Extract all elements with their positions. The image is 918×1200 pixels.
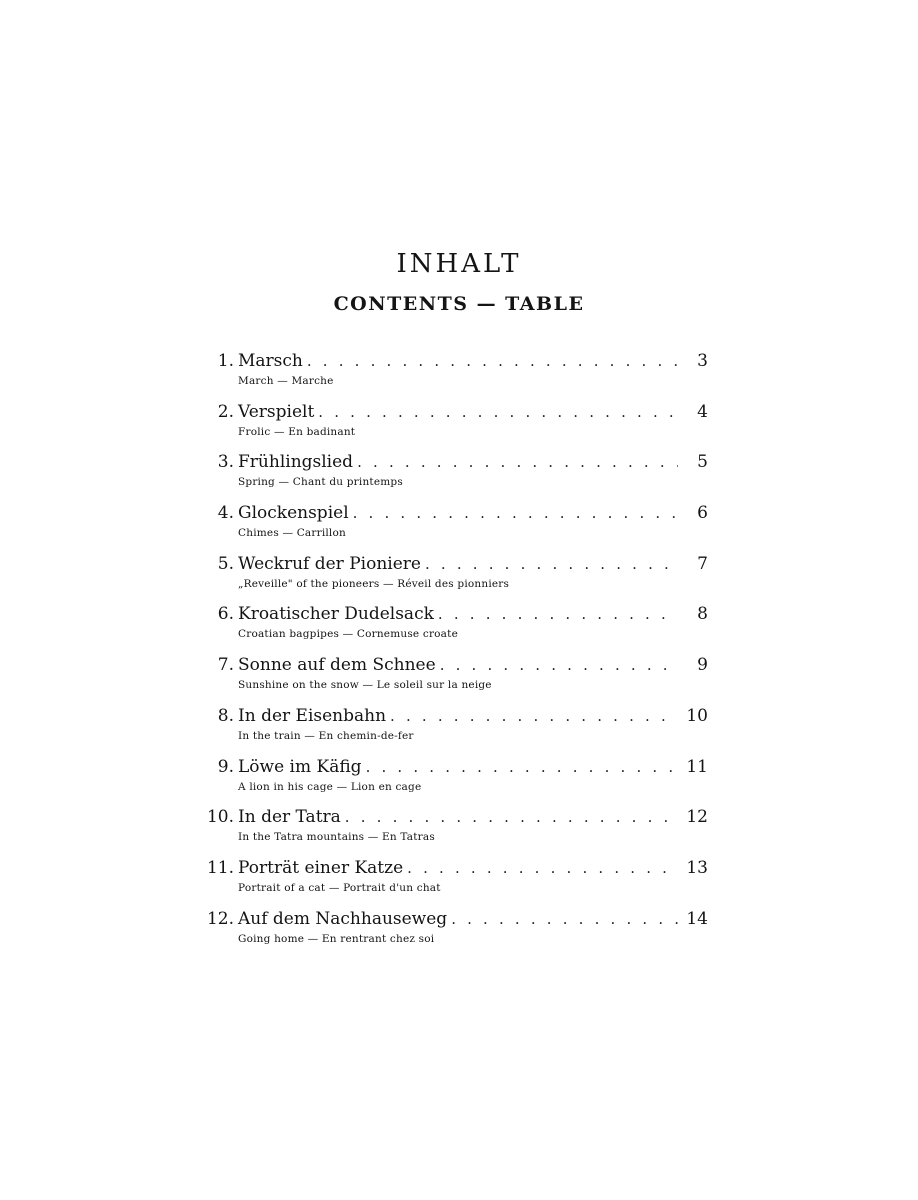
entry-page-number: 9 <box>697 655 708 676</box>
entry-title: Marsch <box>238 351 303 371</box>
entry-number: 4. <box>217 503 234 524</box>
entry-page-number: 11 <box>686 756 708 777</box>
entry-title: Glockenspiel <box>238 503 349 524</box>
toc-entry-10 <box>198 805 708 856</box>
entry-number: 2. <box>217 401 234 422</box>
entry-subtitle: Portrait of a cat — Portrait d'un chat <box>238 881 441 894</box>
entry-number: 6. <box>217 604 234 625</box>
page-title: INHALT <box>396 249 522 279</box>
dot-leader <box>353 450 678 474</box>
entry-number: 12. <box>206 908 234 929</box>
entry-subtitle: „Reveille" of the pioneers — Réveil des pionniers <box>238 577 510 590</box>
entry-title: Weckruf der Pioniere <box>238 553 421 574</box>
entry-title: Auf dem Nachhauseweg <box>238 908 448 929</box>
entry-title: Frühlingslied <box>238 452 354 473</box>
entry-number: 8. <box>217 705 234 726</box>
dot-leader <box>341 805 678 829</box>
toc-entry-2 <box>198 400 708 451</box>
entry-page-number: 6 <box>697 503 708 524</box>
dot-leader <box>436 653 678 677</box>
toc-entry-7 <box>198 653 708 704</box>
dot-leader <box>314 400 678 424</box>
entry-subtitle: In the Tatra mountains — En Tatras <box>238 831 435 844</box>
entry-subtitle: Spring — Chant du printemps <box>238 476 403 489</box>
toc-entry-3 <box>198 450 708 501</box>
entry-page-number: 8 <box>697 604 708 625</box>
dot-leader <box>303 349 678 373</box>
toc-entry-12 <box>198 907 708 958</box>
entry-title: Kroatischer Dudelsack <box>238 604 434 625</box>
toc-entry-5 <box>198 552 708 603</box>
entry-number: 3. <box>217 452 234 473</box>
dot-leader <box>421 552 678 576</box>
toc-entry-8 <box>198 704 708 755</box>
entry-title: In der Tatra <box>238 807 341 828</box>
entry-number: 9. <box>217 756 234 777</box>
toc-entry-9 <box>198 755 708 806</box>
entry-page-number: 4 <box>697 401 708 422</box>
entry-page-number: 13 <box>686 857 708 878</box>
entry-number: 11. <box>206 857 234 878</box>
entry-subtitle: Frolic — En badinant <box>238 425 356 438</box>
dot-leader <box>362 755 678 779</box>
entry-page-number: 14 <box>686 908 708 929</box>
entry-title: Sonne auf dem Schnee <box>238 655 436 676</box>
toc-entry-1 <box>198 349 708 400</box>
table-of-contents <box>198 349 708 957</box>
entry-subtitle: A lion in his cage — Lion en cage <box>238 780 422 793</box>
entry-subtitle: In the train — En chemin-de-fer <box>238 729 414 742</box>
entry-number: 7. <box>217 655 234 676</box>
dot-leader <box>447 907 678 931</box>
entry-title: Löwe im Käfig <box>238 756 362 777</box>
dot-leader <box>349 501 678 525</box>
entry-subtitle: Croatian bagpipes — Cornemuse croate <box>238 628 458 641</box>
toc-entry-6 <box>198 602 708 653</box>
page-subtitle: CONTENTS — TABLE <box>333 293 585 315</box>
entry-subtitle: Going home — En rentrant chez soi <box>238 932 435 945</box>
entry-number: 1. <box>217 351 234 371</box>
entry-page-number: 5 <box>697 452 708 473</box>
entry-page-number: 3 <box>697 351 708 371</box>
toc-entry-4 <box>198 501 708 552</box>
entry-subtitle: March — Marche <box>238 375 334 387</box>
entry-number: 5. <box>217 553 234 574</box>
entry-subtitle: Chimes — Carrillon <box>238 527 346 540</box>
entry-number: 10. <box>206 807 234 828</box>
entry-subtitle: Sunshine on the snow — Le soleil sur la neige <box>238 679 492 692</box>
dot-leader <box>434 602 678 626</box>
dot-leader <box>403 856 678 880</box>
entry-title: Porträt einer Katze <box>238 857 404 878</box>
entry-title: In der Eisenbahn <box>238 705 387 726</box>
dot-leader <box>386 704 678 728</box>
entry-page-number: 7 <box>697 553 708 574</box>
toc-entry-11 <box>198 856 708 907</box>
entry-page-number: 10 <box>686 705 708 726</box>
entry-page-number: 12 <box>686 807 708 828</box>
entry-title: Verspielt <box>238 401 315 422</box>
